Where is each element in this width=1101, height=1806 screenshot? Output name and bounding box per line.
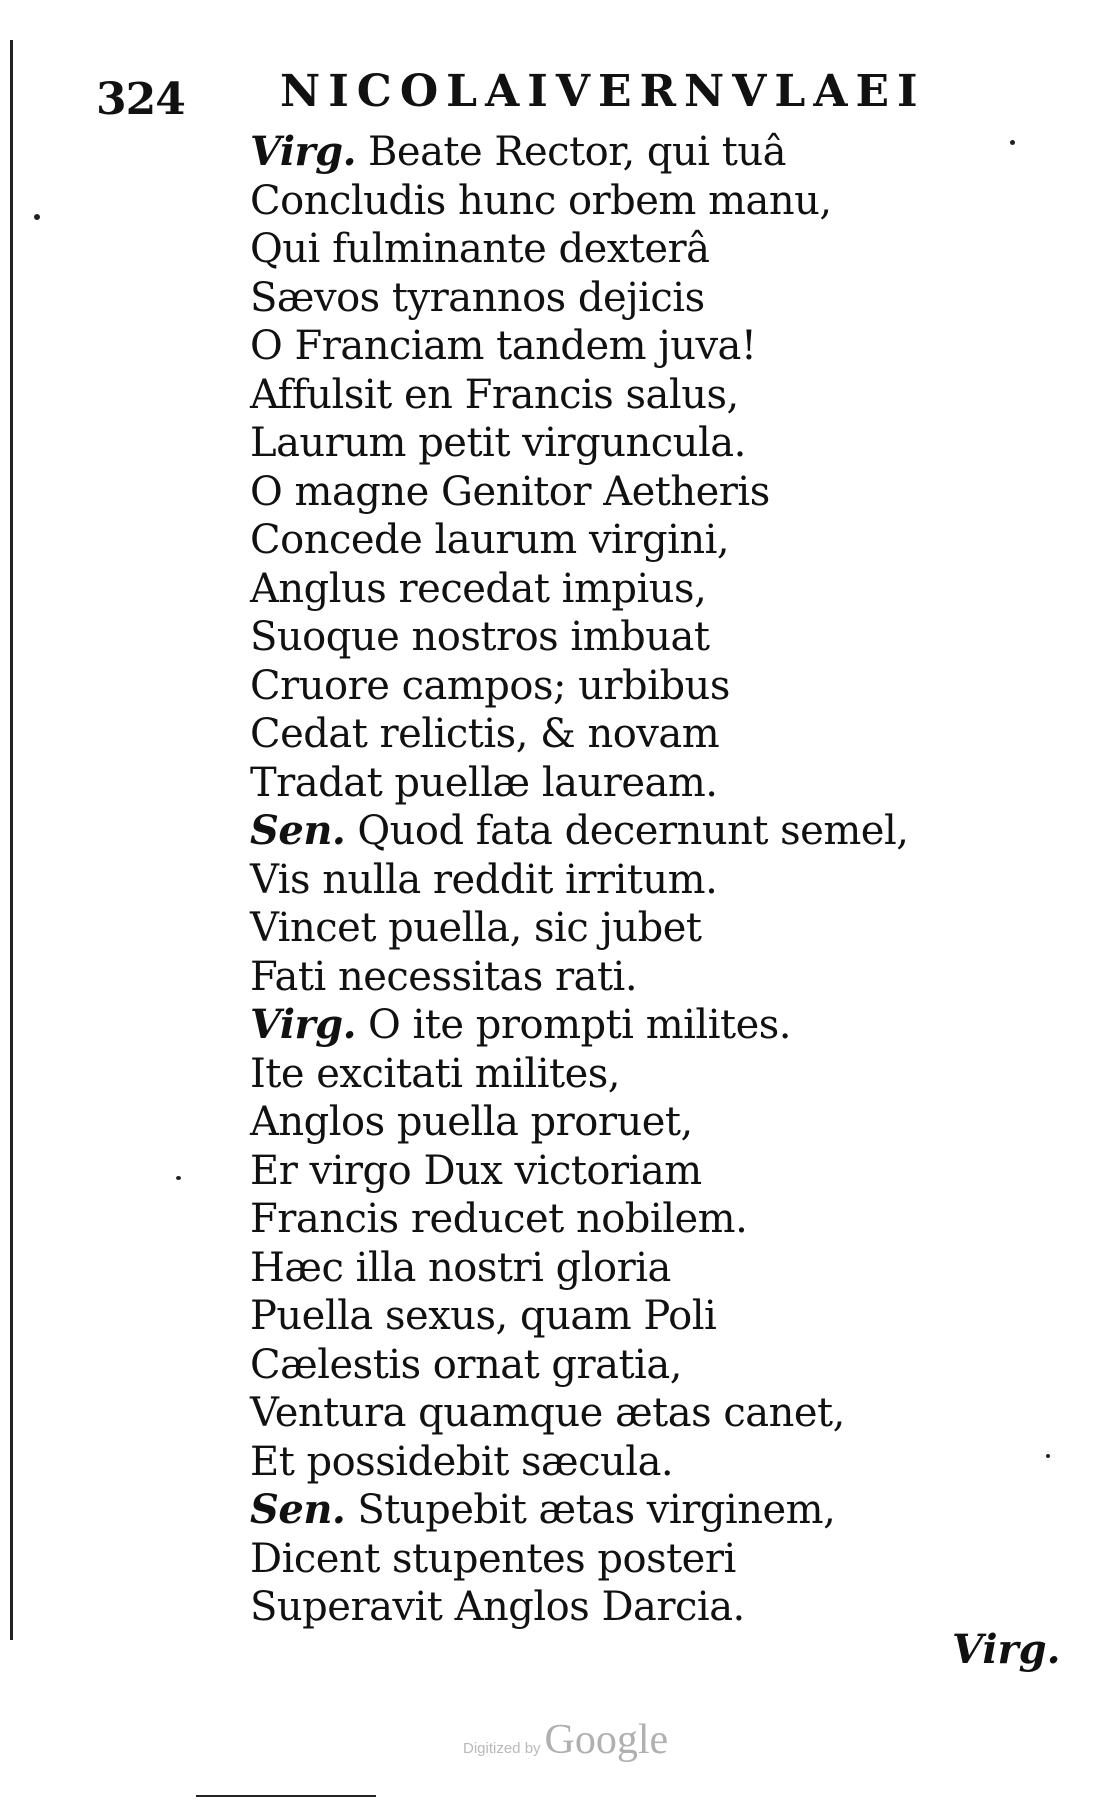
verse-line <box>250 1001 890 1050</box>
verse-line <box>250 1486 890 1535</box>
speaker-label: Sen. <box>250 807 346 854</box>
catchword: Virg. <box>952 1626 1061 1673</box>
running-head <box>280 66 926 117</box>
verse-line <box>250 856 890 905</box>
bottom-rule <box>196 1795 376 1797</box>
verse-text: Superavit Anglos Darcia. <box>250 1584 745 1630</box>
verse-line <box>250 1195 890 1244</box>
verse-text: Stupebit ætas virginem, <box>357 1487 836 1533</box>
verse-line <box>250 565 890 614</box>
verse-line <box>250 904 890 953</box>
verse-text: Laurum petit virguncula. <box>250 420 746 466</box>
verse-line <box>250 1341 890 1390</box>
verse-text: Sævos tyrannos dejicis <box>250 274 705 321</box>
verse-line <box>250 371 890 420</box>
page-edge-rule <box>10 40 13 1640</box>
verse-line <box>250 710 890 759</box>
verse-line <box>250 1389 890 1438</box>
speaker-label: Virg. <box>250 128 356 175</box>
verse-text: Et possidebit sæcula. <box>250 1438 674 1485</box>
verse-text: Concede laurum virgini, <box>250 517 730 563</box>
verse-text: Er virgo Dux victoriam <box>250 1147 702 1194</box>
verse-text: O Franciam tandem juva! <box>250 323 757 369</box>
verse-line <box>250 1147 890 1196</box>
running-head-author-first: NICOLAI <box>280 66 556 117</box>
verse-line <box>250 1050 890 1099</box>
verse-line <box>250 322 890 371</box>
verse-text: Fati necessitas rati. <box>250 953 638 1000</box>
verse-text: Quod fata decernunt semel, <box>357 808 909 854</box>
page-number: 324 <box>96 74 185 125</box>
verse-line <box>250 613 890 662</box>
digitized-watermark <box>463 1716 668 1764</box>
verse-line <box>250 128 890 177</box>
verse-line <box>250 1244 890 1293</box>
verse-text: Vincet puella, sic jubet <box>250 905 702 951</box>
speaker-label: Virg. <box>250 1001 356 1048</box>
verse-line <box>250 468 890 517</box>
verse-text: Dicent stupentes posteri <box>250 1535 736 1582</box>
verse-text: Affulsit en Francis salus, <box>250 371 739 418</box>
verse-line <box>250 177 890 226</box>
verse-line <box>250 953 890 1002</box>
verse-text: Cruore campos; urbibus <box>250 662 730 709</box>
verse-text: Concludis hunc orbem manu, <box>250 177 832 224</box>
verse-text: Ventura quamque ætas canet, <box>250 1390 845 1436</box>
verse-text: Beate Rector, qui tuâ <box>368 129 786 175</box>
verse-line <box>250 759 890 808</box>
verse-text: O magne Genitor Aetheris <box>250 468 770 515</box>
ink-speck <box>1010 140 1015 145</box>
verse-text: Qui fulminante dexterâ <box>250 226 710 272</box>
verse-line <box>250 1098 890 1147</box>
ink-speck <box>34 214 40 220</box>
verse-text: Hæc illa nostri gloria <box>250 1244 671 1291</box>
verse-text: Tradat puellæ lauream. <box>250 759 718 806</box>
verse-text: Francis reducet nobilem. <box>250 1196 748 1242</box>
verse-block <box>250 128 909 1632</box>
verse-text: Cælestis ornat gratia, <box>250 1341 682 1388</box>
digitized-label: Digitized by <box>463 1740 541 1757</box>
verse-text: Suoque nostros imbuat <box>250 614 710 660</box>
speaker-label: Sen. <box>250 1486 346 1533</box>
verse-text: Ite excitati milites, <box>250 1050 620 1097</box>
verse-text: Anglos puella proruet, <box>250 1099 693 1145</box>
verse-line <box>250 419 890 468</box>
verse-text: O ite prompti milites. <box>368 1002 791 1048</box>
verse-line <box>250 807 909 856</box>
verse-text: Vis nulla reddit irritum. <box>250 856 718 903</box>
verse-line <box>250 516 890 565</box>
watermark-brand: Google <box>544 1717 669 1763</box>
verse-text: Anglus recedat impius, <box>250 565 707 612</box>
verse-line <box>250 225 890 274</box>
verse-line <box>250 662 890 711</box>
verse-text: Puella sexus, quam Poli <box>250 1293 717 1339</box>
ink-speck <box>1046 1454 1050 1458</box>
verse-line <box>250 1535 890 1584</box>
verse-line <box>250 1583 890 1632</box>
verse-line <box>250 1438 890 1487</box>
verse-line <box>250 1292 890 1341</box>
verse-text: Cedat relictis, & novam <box>250 711 720 757</box>
ink-speck <box>176 1176 181 1180</box>
running-head-author-last: VERNVLAEI <box>555 66 926 117</box>
verse-line <box>250 274 890 323</box>
